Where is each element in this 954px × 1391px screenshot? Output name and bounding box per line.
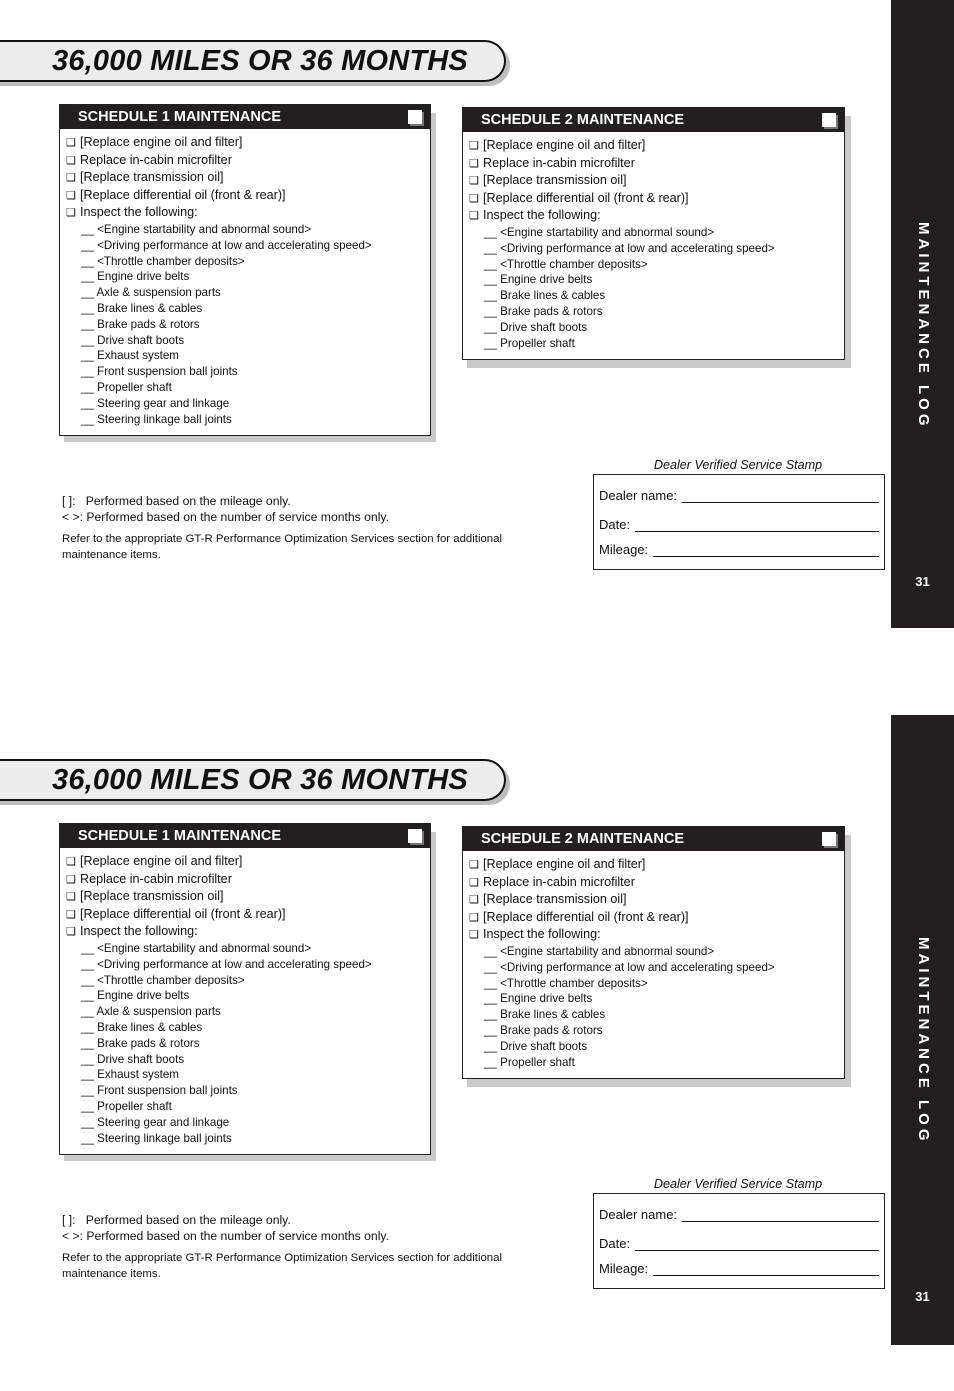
- legend-notes: [62, 493, 562, 563]
- checkbox-icon[interactable]: ❑: [66, 172, 76, 185]
- inspect-item[interactable]: __ <Throttle chamber deposits>: [484, 257, 648, 271]
- checkbox-icon[interactable]: ❑: [66, 207, 76, 220]
- list-item-label: Inspect the following:: [483, 927, 601, 942]
- inspect-item[interactable]: __ Drive shaft boots: [81, 1052, 185, 1066]
- inspect-item[interactable]: __ Engine drive belts: [484, 273, 593, 287]
- list-item-label: [Replace engine oil and filter]: [80, 135, 243, 149]
- inspect-item[interactable]: __ Steering gear and linkage: [81, 396, 230, 410]
- refer-note: Refer to the appropriate GT-R Performance Optimization Services section for additional maintenance items.: [62, 1252, 503, 1280]
- refer-note: Refer to the appropriate GT-R Performance Optimization Services section for additional maintenance items.: [62, 533, 503, 561]
- checkbox-icon[interactable]: ❑: [469, 140, 479, 152]
- checkbox-icon[interactable]: ❑: [469, 911, 479, 924]
- inspect-item[interactable]: __ <Driving performance at low and accelerating speed>: [81, 238, 372, 252]
- list-item[interactable]: [66, 152, 426, 170]
- checkbox-icon[interactable]: ❑: [66, 926, 76, 939]
- side-tab-label: MAINTENANCE LOG: [915, 222, 932, 430]
- date-row: [599, 1236, 879, 1251]
- date-field[interactable]: [635, 519, 879, 532]
- stamp-caption: Dealer Verified Service Stamp: [653, 1177, 823, 1191]
- list-item[interactable]: [66, 853, 426, 871]
- schedule-2-title: SCHEDULE 2 MAINTENANCE: [481, 831, 685, 847]
- checkbox-icon[interactable]: ❑: [66, 891, 76, 904]
- list-item-label: [Replace transmission oil]: [80, 170, 224, 185]
- inspect-item[interactable]: __ <Throttle chamber deposits>: [81, 254, 245, 268]
- list-item-label: Replace in-cabin microfilter: [80, 871, 232, 886]
- inspect-item[interactable]: __ Brake pads & rotors: [81, 317, 200, 331]
- inspect-item[interactable]: __ Axle & suspension parts: [81, 286, 221, 300]
- angle-note: < >: Performed based on the number of service months only.: [62, 510, 389, 524]
- banner: [0, 759, 506, 801]
- legend-notes: [62, 1212, 562, 1282]
- side-tab: [891, 715, 954, 1345]
- list-item-label: Replace in-cabin microfilter: [483, 155, 635, 170]
- schedule-1-box: [59, 104, 431, 436]
- dealer-stamp-box: [593, 1193, 885, 1289]
- schedule-1-header: [60, 105, 430, 129]
- mileage-label: Mileage:: [599, 542, 649, 557]
- checkbox-icon[interactable]: ❑: [66, 154, 76, 167]
- list-item-label: [Replace differential oil (front & rear)]: [80, 187, 286, 202]
- schedule-2-items: [469, 137, 840, 351]
- schedule-1-box: [59, 823, 431, 1155]
- checkbox-icon[interactable]: ❑: [469, 175, 479, 188]
- schedule-1-header: [60, 824, 430, 848]
- schedule-1-items: [66, 134, 426, 427]
- inspect-item[interactable]: __ <Driving performance at low and accelerating speed>: [484, 241, 775, 255]
- list-item-label: [Replace engine oil and filter]: [483, 857, 646, 871]
- inspect-item[interactable]: __ Engine drive belts: [81, 989, 190, 1003]
- inspect-item[interactable]: __ <Engine startability and abnormal sound>: [81, 222, 312, 236]
- page-number: 31: [915, 574, 930, 589]
- list-item[interactable]: [469, 856, 840, 874]
- list-item-label: [Replace differential oil (front & rear)]: [483, 909, 689, 924]
- banner: [0, 40, 506, 82]
- checkbox-icon[interactable]: ❑: [66, 856, 76, 868]
- list-item-label: Inspect the following:: [80, 924, 198, 939]
- inspect-item[interactable]: __ <Throttle chamber deposits>: [81, 973, 245, 987]
- inspect-item[interactable]: __ Propeller shaft: [484, 1055, 575, 1069]
- mileage-label: Mileage:: [599, 1261, 649, 1276]
- schedule-2-box: [462, 107, 845, 360]
- checkbox-icon[interactable]: ❑: [469, 192, 479, 205]
- page-number: 31: [915, 1289, 930, 1304]
- list-item[interactable]: [66, 169, 426, 187]
- inspect-item[interactable]: __ Propeller shaft: [81, 380, 172, 394]
- list-item[interactable]: [66, 906, 426, 924]
- inspect-item[interactable]: __ <Engine startability and abnormal sound>: [81, 941, 312, 955]
- inspect-item[interactable]: __ Engine drive belts: [484, 992, 593, 1006]
- inspect-item[interactable]: __ Brake lines & cables: [81, 1020, 203, 1034]
- checkbox-icon[interactable]: ❑: [469, 876, 479, 889]
- list-item-label: [Replace transmission oil]: [80, 889, 224, 904]
- checkbox-icon[interactable]: ❑: [66, 873, 76, 886]
- list-item[interactable]: [469, 874, 840, 892]
- inspect-item[interactable]: __ Brake pads & rotors: [81, 1036, 200, 1050]
- inspect-item[interactable]: __ <Driving performance at low and accelerating speed>: [81, 957, 372, 971]
- list-item[interactable]: [469, 137, 840, 155]
- inspect-item[interactable]: __ <Engine startability and abnormal sound>: [484, 225, 715, 239]
- date-label: Date:: [599, 517, 631, 532]
- bracket-note: [ ]: Performed based on the mileage only.: [62, 494, 291, 508]
- list-item[interactable]: [66, 923, 426, 941]
- mileage-row: [599, 542, 879, 557]
- inspect-item[interactable]: __ Brake lines & cables: [484, 1008, 606, 1022]
- inspect-item[interactable]: __ Propeller shaft: [81, 1099, 172, 1113]
- list-item-label: Replace in-cabin microfilter: [80, 152, 232, 167]
- list-item-label: [Replace differential oil (front & rear)]: [483, 190, 689, 205]
- checkbox-icon[interactable]: ❑: [66, 189, 76, 202]
- angle-note: < >: Performed based on the number of service months only.: [62, 1229, 389, 1243]
- dealer-stamp-box: [593, 474, 885, 570]
- inspect-item[interactable]: __ Propeller shaft: [484, 336, 575, 350]
- checkbox-icon[interactable]: ❑: [469, 894, 479, 907]
- list-item[interactable]: [66, 134, 426, 152]
- list-item[interactable]: [469, 909, 840, 927]
- inspect-item[interactable]: __ <Driving performance at low and accelerating speed>: [484, 960, 775, 974]
- inspect-item[interactable]: __ Brake lines & cables: [484, 289, 606, 303]
- list-item-label: [Replace differential oil (front & rear)]: [80, 906, 286, 921]
- list-item[interactable]: [469, 172, 840, 190]
- list-item-label: Replace in-cabin microfilter: [483, 874, 635, 889]
- list-item[interactable]: [469, 926, 840, 944]
- inspect-item[interactable]: __ Exhaust system: [81, 1068, 179, 1082]
- inspect-item[interactable]: __ Front suspension ball joints: [81, 1084, 238, 1098]
- inspect-item[interactable]: __ Steering linkage ball joints: [81, 1131, 232, 1145]
- inspect-item[interactable]: __ Steering linkage ball joints: [81, 412, 232, 426]
- dealer-name-row: [599, 1207, 879, 1222]
- list-item-label: Inspect the following:: [80, 205, 198, 220]
- schedule-2-title: SCHEDULE 2 MAINTENANCE: [481, 112, 685, 128]
- checkbox-icon[interactable]: [408, 829, 422, 843]
- schedule-2-items: [469, 856, 840, 1070]
- list-item-label: [Replace transmission oil]: [483, 892, 627, 907]
- checkbox-icon[interactable]: ❑: [469, 157, 479, 170]
- list-item[interactable]: [66, 871, 426, 889]
- dealer-name-field[interactable]: [682, 490, 879, 503]
- checkbox-icon[interactable]: [822, 113, 836, 127]
- mileage-field[interactable]: [653, 544, 879, 557]
- list-item[interactable]: [469, 155, 840, 173]
- list-item[interactable]: [469, 207, 840, 225]
- mileage-field[interactable]: [653, 1263, 879, 1276]
- schedule-2-header: [463, 827, 844, 851]
- inspect-item[interactable]: __ Drive shaft boots: [484, 1039, 588, 1053]
- schedule-1-title: SCHEDULE 1 MAINTENANCE: [78, 109, 282, 125]
- dealer-name-field[interactable]: [682, 1209, 879, 1222]
- inspect-item[interactable]: __ <Engine startability and abnormal sound>: [484, 944, 715, 958]
- list-item[interactable]: [469, 891, 840, 909]
- inspect-item[interactable]: __ Exhaust system: [81, 349, 179, 363]
- inspect-item[interactable]: __ Brake pads & rotors: [484, 304, 603, 318]
- dealer-name-label: Dealer name:: [599, 488, 678, 503]
- list-item-label: [Replace engine oil and filter]: [80, 854, 243, 868]
- inspect-item[interactable]: __ Drive shaft boots: [484, 320, 588, 334]
- inspect-item[interactable]: __ Brake lines & cables: [81, 301, 203, 315]
- maintenance-log-section: [0, 719, 954, 1391]
- date-row: [599, 517, 879, 532]
- date-label: Date:: [599, 1236, 631, 1251]
- maintenance-log-section: [0, 0, 954, 672]
- stamp-caption: Dealer Verified Service Stamp: [653, 458, 823, 472]
- mileage-row: [599, 1261, 879, 1276]
- list-item-label: Inspect the following:: [483, 208, 601, 223]
- list-item[interactable]: [66, 204, 426, 222]
- inspect-item[interactable]: __ Steering gear and linkage: [81, 1115, 230, 1129]
- inspect-item[interactable]: __ Front suspension ball joints: [81, 365, 238, 379]
- inspect-item[interactable]: __ Brake pads & rotors: [484, 1023, 603, 1037]
- inspect-item[interactable]: __ <Throttle chamber deposits>: [484, 976, 648, 990]
- list-item[interactable]: [66, 888, 426, 906]
- schedule-1-items: [66, 853, 426, 1146]
- checkbox-icon[interactable]: ❑: [469, 859, 479, 871]
- checkbox-icon[interactable]: ❑: [469, 929, 479, 942]
- schedule-2-header: [463, 108, 844, 132]
- schedule-2-box: [462, 826, 845, 1079]
- list-item[interactable]: [66, 187, 426, 205]
- list-item-label: [Replace transmission oil]: [483, 173, 627, 188]
- inspect-item[interactable]: __ Engine drive belts: [81, 270, 190, 284]
- checkbox-icon[interactable]: ❑: [469, 210, 479, 223]
- checkbox-icon[interactable]: [408, 110, 422, 124]
- checkbox-icon[interactable]: [822, 832, 836, 846]
- side-tab-label: MAINTENANCE LOG: [915, 937, 932, 1145]
- dealer-name-row: [599, 488, 879, 503]
- list-item-label: [Replace engine oil and filter]: [483, 138, 646, 152]
- schedule-1-title: SCHEDULE 1 MAINTENANCE: [78, 828, 282, 844]
- checkbox-icon[interactable]: ❑: [66, 137, 76, 149]
- page-title: 36,000 MILES OR 36 MONTHS: [52, 45, 468, 77]
- inspect-item[interactable]: __ Drive shaft boots: [81, 333, 185, 347]
- bracket-note: [ ]: Performed based on the mileage only.: [62, 1213, 291, 1227]
- date-field[interactable]: [635, 1238, 879, 1251]
- list-item[interactable]: [469, 190, 840, 208]
- page-title: 36,000 MILES OR 36 MONTHS: [52, 764, 468, 796]
- inspect-item[interactable]: __ Axle & suspension parts: [81, 1005, 221, 1019]
- dealer-name-label: Dealer name:: [599, 1207, 678, 1222]
- checkbox-icon[interactable]: ❑: [66, 908, 76, 921]
- side-tab: [891, 0, 954, 628]
